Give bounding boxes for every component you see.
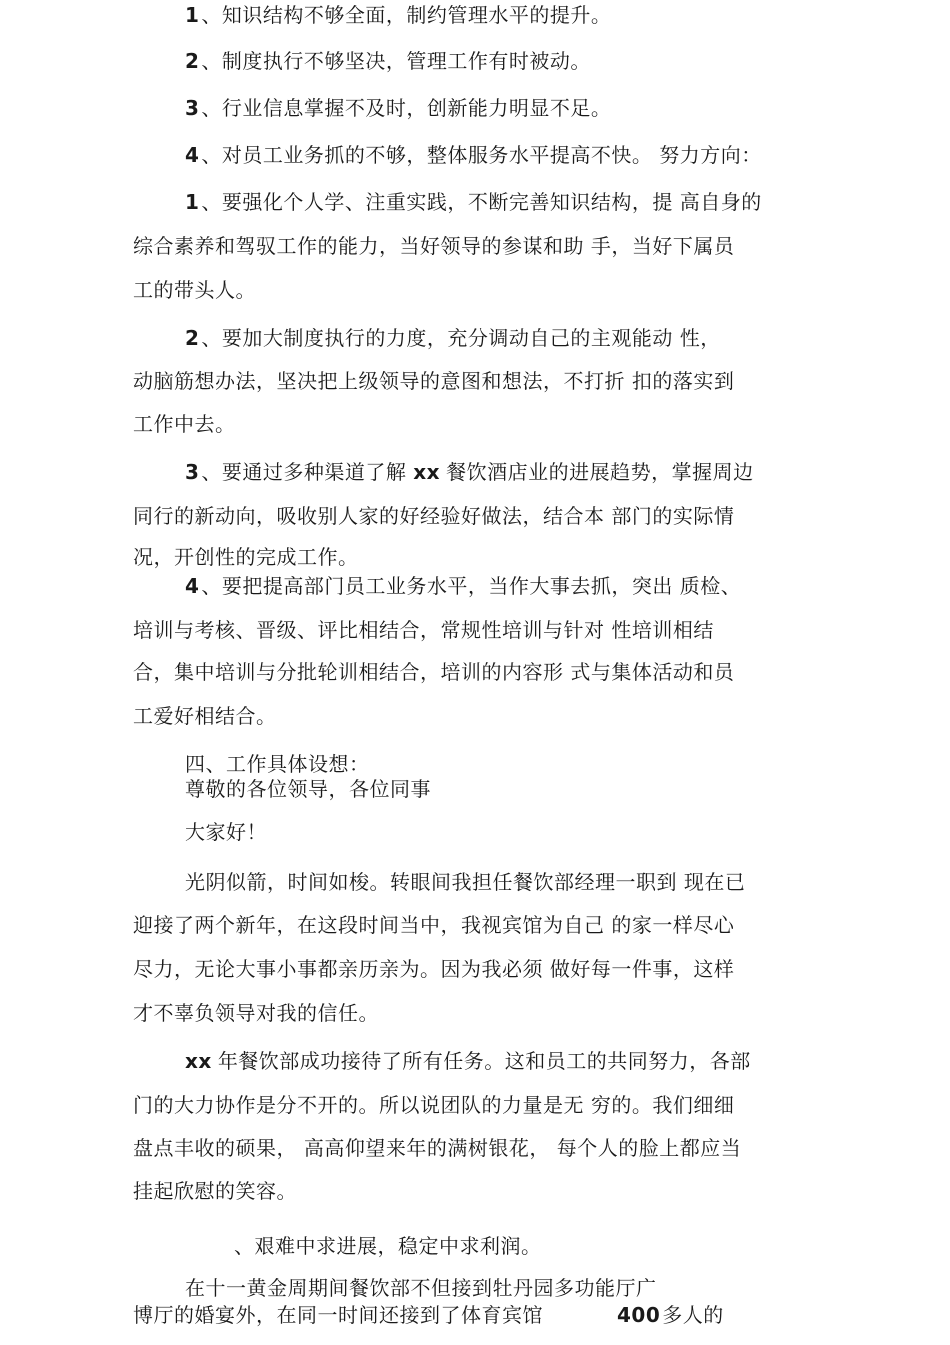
line-text: 、要通过多种渠道了解 [201, 460, 414, 484]
text-line [185, 574, 741, 598]
list-number: 1 [185, 190, 200, 214]
line-text: 多人的 [662, 1303, 724, 1327]
text-line [185, 3, 611, 27]
text-line: 培训与考核、晋级、评比相结合，常规性培训与针对 性培训相结 [133, 618, 714, 642]
text-line: 门的大力协作是分不开的。所以说团队的力量是无 穷的。我们细细 [133, 1093, 735, 1117]
text-line: 工爱好相结合。 [133, 704, 277, 728]
text-line: 合，集中培训与分批轮训相结合，培训的内容形 式与集体活动和员 [133, 660, 735, 684]
salutation: 尊敬的各位领导，各位同事 [185, 777, 431, 801]
text-line: 况，开创性的完成工作。 [133, 545, 359, 569]
text-line: 光阴似箭，时间如梭。转眼间我担任餐饮部经理一职到 现在已 [185, 870, 746, 894]
greeting: 大家好！ [185, 820, 267, 844]
list-number: 3 [185, 460, 200, 484]
line-text: 、要把提高部门员工业务水平，当作大事去抓，突出 质检、 [201, 574, 742, 598]
text-line: 迎接了两个新年，在这段时间当中，我视宾馆为自己 的家一样尽心 [133, 913, 735, 937]
text-line: 工的带头人。 [133, 278, 256, 302]
text-line [185, 1049, 751, 1073]
line-text: 、制度执行不够坚决，管理工作有时被动。 [201, 49, 591, 73]
text-line [185, 460, 754, 484]
subheading: 、艰难中求进展，稳定中求利润。 [234, 1234, 542, 1258]
text-line: 挂起欣慰的笑容。 [133, 1179, 297, 1203]
placeholder-xx: xx [413, 460, 441, 484]
list-number: 4 [185, 143, 200, 167]
text-line: 才不辜负领导对我的信任。 [133, 1001, 379, 1025]
line-text: 、要加大制度执行的力度，充分调动自己的主观能动 性， [201, 326, 721, 350]
text-line [185, 326, 721, 350]
list-number: 1 [185, 3, 200, 27]
list-number: 2 [185, 49, 200, 73]
line-text: 博厅的婚宴外，在同一时间还接到了体育宾馆 [133, 1303, 543, 1327]
text-line: 综合素养和驾驭工作的能力，当好领导的参谋和助 手，当好下属员 [133, 234, 735, 258]
text-line: 在十一黄金周期间餐饮部不但接到牡丹园多功能厅广 [185, 1276, 657, 1300]
line-text: 、要强化个人学、注重实践，不断完善知识结构，提 高自身的 [201, 190, 762, 214]
text-line [185, 143, 762, 167]
placeholder-xx: xx [185, 1049, 212, 1073]
text-line [185, 96, 611, 120]
number-400: 400 [617, 1303, 661, 1327]
line-text: 餐饮酒店业的进展趋势，掌握周边 [446, 460, 754, 484]
section-heading: 四、工作具体设想： [185, 752, 370, 776]
line-text: 、知识结构不够全面，制约管理水平的提升。 [201, 3, 612, 27]
line-text: 、行业信息掌握不及时，创新能力明显不足。 [201, 96, 612, 120]
line-text: 年餐饮部成功接待了所有任务。这和员工的共同努力，各部 [217, 1049, 751, 1073]
text-line: 工作中去。 [133, 412, 236, 436]
text-line [185, 190, 762, 214]
list-number: 3 [185, 96, 200, 120]
line-text: 、对员工业务抓的不够，整体服务水平提高不快。 努力方向： [201, 143, 762, 167]
list-number: 4 [185, 574, 200, 598]
text-line: 动脑筋想办法，坚决把上级领导的意图和想法，不打折 扣的落实到 [133, 369, 735, 393]
text-line [133, 1303, 724, 1327]
text-line [185, 49, 591, 73]
text-line: 同行的新动向，吸收别人家的好经验好做法，结合本 部门的实际情 [133, 504, 735, 528]
text-line: 尽力，无论大事小事都亲历亲为。因为我必须 做好每一件事，这样 [133, 957, 735, 981]
list-number: 2 [185, 326, 200, 350]
text-line: 盘点丰收的硕果， 高高仰望来年的满树银花， 每个人的脸上都应当 [133, 1136, 742, 1160]
